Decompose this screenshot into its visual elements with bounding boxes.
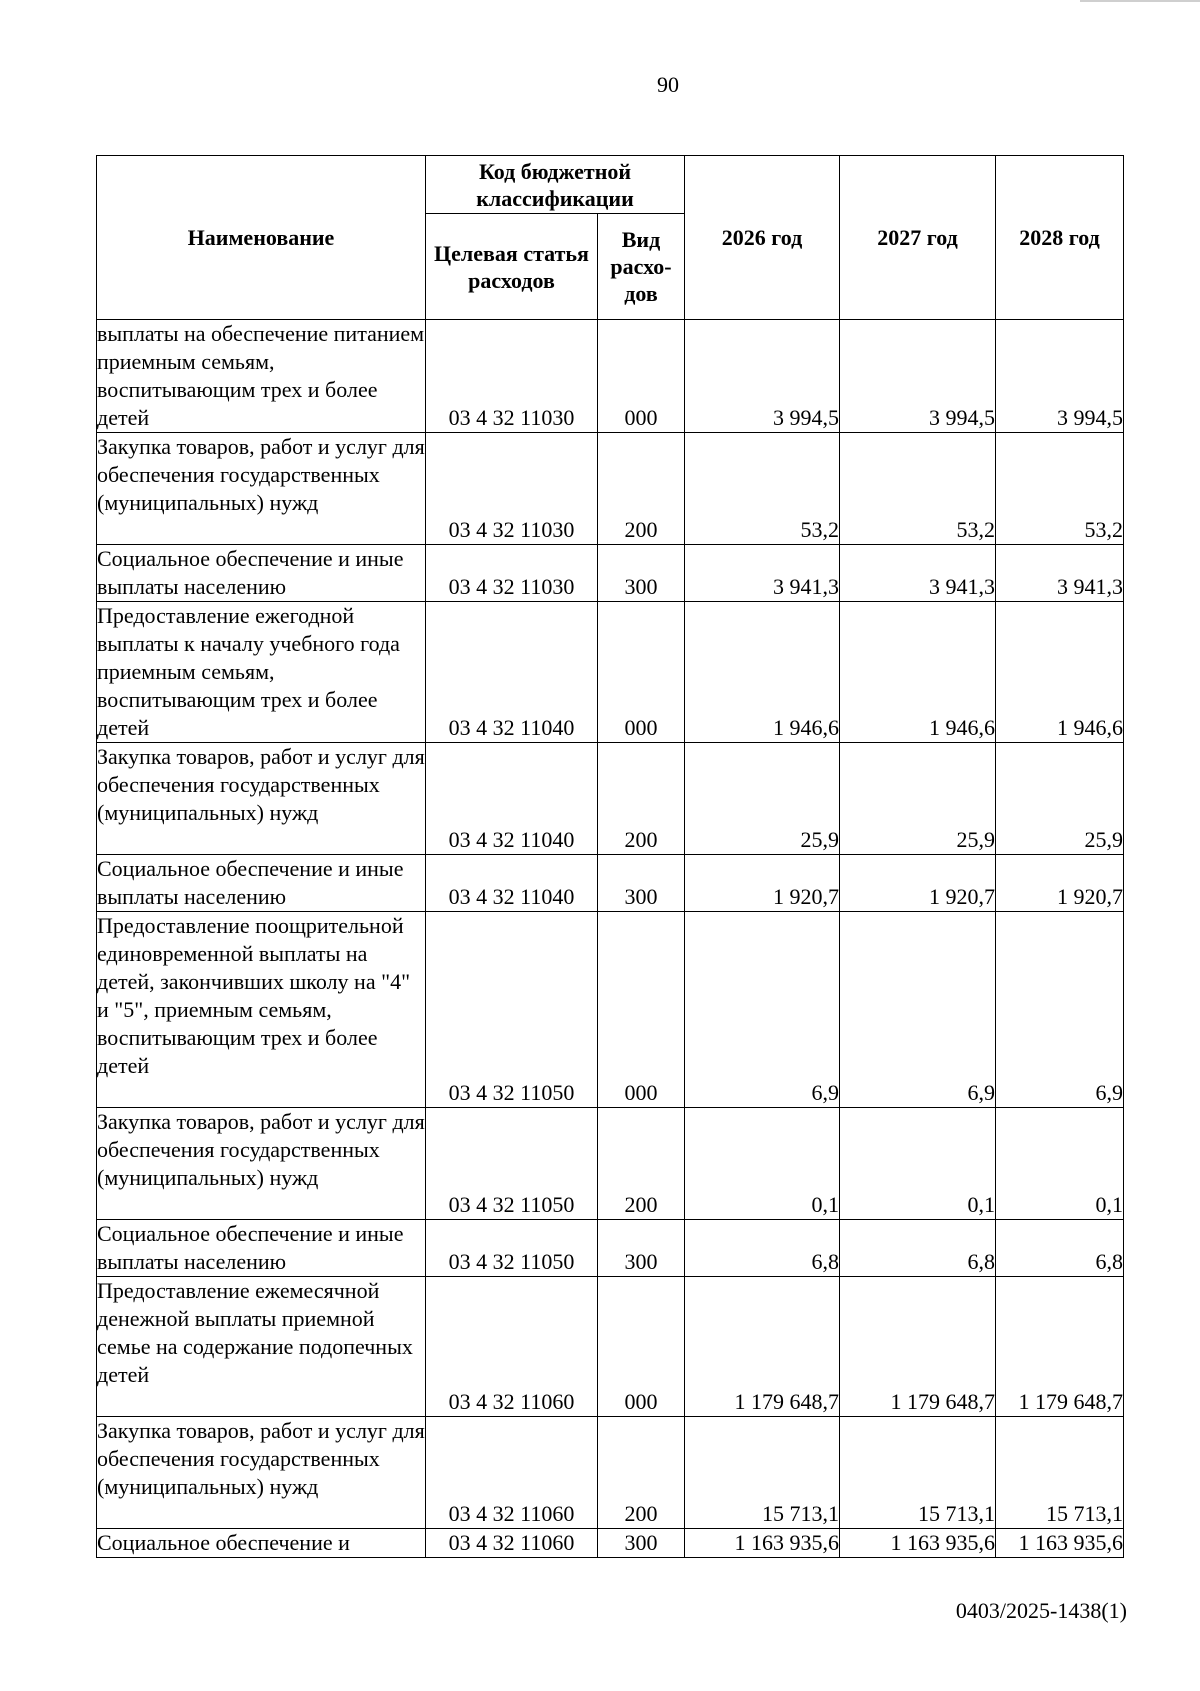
row-name: Предоставление поощрительной единовременной выплаты на детей, закончивших школу на "4" и "5", приемным семьям, воспитывающим трех и более детей [97, 912, 426, 1108]
row-name: Социальное обеспечение и иные выплаты населению [97, 855, 426, 912]
row-value-2028: 1 920,7 [996, 855, 1124, 912]
table-row [97, 1277, 1124, 1417]
row-value-2026: 3 994,5 [685, 320, 840, 433]
row-target-article: 03 4 32 11050 [426, 1108, 598, 1220]
header-name: Наименование [97, 156, 426, 320]
row-value-2028: 1 946,6 [996, 602, 1124, 743]
row-target-article: 03 4 32 11040 [426, 602, 598, 743]
row-target-article: 03 4 32 11030 [426, 545, 598, 602]
header-kbk: Код бюджетной классификации [426, 156, 685, 214]
row-name: Закупка товаров, работ и услуг для обеспечения государственных (муниципальных) нужд [97, 433, 426, 545]
row-value-2026: 1 179 648,7 [685, 1277, 840, 1417]
table-row [97, 743, 1124, 855]
row-name: Закупка товаров, работ и услуг для обеспечения государственных (муниципальных) нужд [97, 1417, 426, 1529]
row-value-2026: 3 941,3 [685, 545, 840, 602]
row-value-2027: 25,9 [840, 743, 996, 855]
row-value-2028: 1 179 648,7 [996, 1277, 1124, 1417]
header-year-2027: 2027 год [840, 156, 996, 320]
row-name: Предоставление ежегодной выплаты к началу учебного года приемным семьям, воспитывающим трех и более детей [97, 602, 426, 743]
row-value-2028: 1 163 935,6 [996, 1529, 1124, 1558]
row-value-2028: 3 994,5 [996, 320, 1124, 433]
row-value-2027: 0,1 [840, 1108, 996, 1220]
row-value-2026: 1 163 935,6 [685, 1529, 840, 1558]
row-value-2027: 1 163 935,6 [840, 1529, 996, 1558]
row-target-article: 03 4 32 11040 [426, 855, 598, 912]
row-name: выплаты на обеспечение питанием приемным семьям, воспитывающим трех и более детей [97, 320, 426, 433]
row-name: Социальное обеспечение и [97, 1529, 426, 1558]
table-row [97, 855, 1124, 912]
header-expense-type: Вид расхо-дов [598, 214, 685, 320]
row-expense-type: 300 [598, 1220, 685, 1277]
header-year-2026: 2026 год [685, 156, 840, 320]
table-body [97, 320, 1124, 1558]
top-edge-rule [1080, 0, 1200, 2]
row-target-article: 03 4 32 11030 [426, 433, 598, 545]
table-row [97, 320, 1124, 433]
row-value-2028: 15 713,1 [996, 1417, 1124, 1529]
document-code: 0403/2025-1438(1) [955, 1598, 1127, 1623]
row-name: Предоставление ежемесячной денежной выплаты приемной семье на содержание подопечных детей [97, 1277, 426, 1417]
header-target-article: Целевая статья расходов [426, 214, 598, 320]
row-target-article: 03 4 32 11040 [426, 743, 598, 855]
row-value-2026: 25,9 [685, 743, 840, 855]
row-value-2027: 3 994,5 [840, 320, 996, 433]
row-expense-type: 200 [598, 433, 685, 545]
row-expense-type: 300 [598, 1529, 685, 1558]
table-header [97, 156, 1124, 320]
row-value-2028: 3 941,3 [996, 545, 1124, 602]
row-expense-type: 300 [598, 545, 685, 602]
row-value-2027: 53,2 [840, 433, 996, 545]
row-name: Закупка товаров, работ и услуг для обеспечения государственных (муниципальных) нужд [97, 743, 426, 855]
row-value-2026: 53,2 [685, 433, 840, 545]
row-expense-type: 200 [598, 1417, 685, 1529]
row-expense-type: 200 [598, 743, 685, 855]
row-target-article: 03 4 32 11050 [426, 1220, 598, 1277]
row-value-2026: 0,1 [685, 1108, 840, 1220]
row-value-2026: 15 713,1 [685, 1417, 840, 1529]
row-value-2027: 15 713,1 [840, 1417, 996, 1529]
table-row [97, 1529, 1124, 1558]
table-row [97, 1220, 1124, 1277]
table-row [97, 1417, 1124, 1529]
page-number: 90 [657, 72, 679, 97]
row-value-2026: 6,8 [685, 1220, 840, 1277]
header-year-2028: 2028 год [996, 156, 1124, 320]
row-expense-type: 000 [598, 912, 685, 1108]
row-value-2026: 6,9 [685, 912, 840, 1108]
row-target-article: 03 4 32 11060 [426, 1529, 598, 1558]
row-target-article: 03 4 32 11030 [426, 320, 598, 433]
table-row [97, 433, 1124, 545]
row-expense-type: 000 [598, 1277, 685, 1417]
row-target-article: 03 4 32 11060 [426, 1277, 598, 1417]
row-value-2026: 1 946,6 [685, 602, 840, 743]
row-value-2027: 6,9 [840, 912, 996, 1108]
row-value-2028: 6,8 [996, 1220, 1124, 1277]
row-name: Социальное обеспечение и иные выплаты населению [97, 545, 426, 602]
row-value-2026: 1 920,7 [685, 855, 840, 912]
row-expense-type: 000 [598, 320, 685, 433]
table-row [97, 602, 1124, 743]
row-target-article: 03 4 32 11060 [426, 1417, 598, 1529]
table-row [97, 912, 1124, 1108]
table-row [97, 545, 1124, 602]
row-value-2027: 1 179 648,7 [840, 1277, 996, 1417]
row-expense-type: 000 [598, 602, 685, 743]
row-value-2028: 25,9 [996, 743, 1124, 855]
row-name: Закупка товаров, работ и услуг для обеспечения государственных (муниципальных) нужд [97, 1108, 426, 1220]
row-expense-type: 300 [598, 855, 685, 912]
row-value-2028: 53,2 [996, 433, 1124, 545]
row-expense-type: 200 [598, 1108, 685, 1220]
row-value-2027: 1 920,7 [840, 855, 996, 912]
row-value-2028: 6,9 [996, 912, 1124, 1108]
budget-table [96, 155, 1124, 1558]
row-name: Социальное обеспечение и иные выплаты населению [97, 1220, 426, 1277]
table-row [97, 1108, 1124, 1220]
row-value-2028: 0,1 [996, 1108, 1124, 1220]
row-value-2027: 1 946,6 [840, 602, 996, 743]
row-target-article: 03 4 32 11050 [426, 912, 598, 1108]
row-value-2027: 6,8 [840, 1220, 996, 1277]
row-value-2027: 3 941,3 [840, 545, 996, 602]
